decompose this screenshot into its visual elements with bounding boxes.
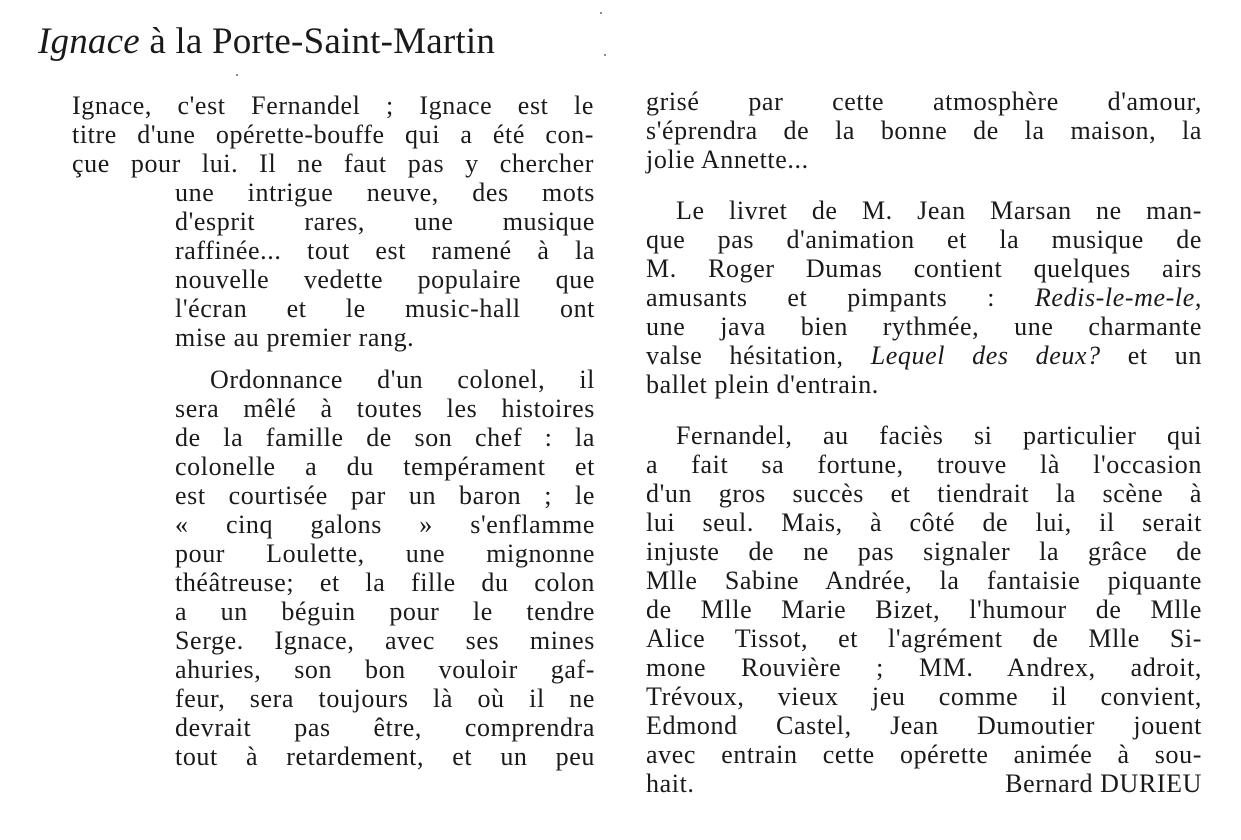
text-line: de la famille de son chef : la	[175, 423, 595, 452]
print-speck	[604, 54, 606, 56]
text-line: çue pour lui. Il ne faut pas y chercher	[72, 149, 594, 178]
text-line: titre d'une opérette-bouffe qui a été con-	[72, 120, 594, 149]
author-signature: Bernard DURIEU	[1005, 769, 1202, 798]
text-line: a un béguin pour le tendre	[175, 597, 595, 626]
text-line	[646, 342, 1202, 370]
title-italic: Ignace	[38, 21, 140, 62]
text-line: hait.	[646, 769, 695, 798]
text-line: feur, sera toujours là où il ne	[175, 684, 595, 713]
text-line: Edmond Castel, Jean Dumoutier jouent	[646, 711, 1202, 740]
text-line: raffinée... tout est ramené à la	[175, 236, 595, 265]
text-line: « cinq galons » s'enflamme	[175, 510, 595, 539]
article-title	[38, 18, 495, 66]
text-line: Ignace, c'est Fernandel ; Ignace est le	[72, 91, 594, 120]
text-line: colonelle a du tempérament et	[175, 452, 595, 481]
text-line: théâtreuse; et la fille du colon	[175, 568, 595, 597]
text-line: avec entrain cette opérette animée à sou-	[646, 740, 1202, 769]
text-line: de Mlle Marie Bizet, l'humour de Mlle	[646, 595, 1202, 624]
text-line: injuste de ne pas signaler la grâce de	[646, 537, 1202, 566]
text-line: Trévoux, vieux jeu comme il convient,	[646, 682, 1202, 711]
text-line: mise au premier rang.	[175, 323, 415, 352]
text-line: devrait pas être, comprendra	[175, 713, 595, 742]
text-line: Fernandel, au faciès si particulier qui	[676, 421, 1202, 450]
text-line: une intrigue neuve, des mots	[175, 178, 595, 207]
text-line: s'éprendra de la bonne de la maison, la	[646, 116, 1202, 145]
song-title: Lequel des deux?	[870, 341, 1101, 370]
print-speck	[236, 74, 238, 76]
text-line: Mlle Sabine Andrée, la fantaisie piquante	[646, 566, 1202, 595]
text-line: grisé par cette atmosphère d'amour,	[646, 87, 1202, 116]
text-line: a fait sa fortune, trouve là l'occasion	[646, 450, 1202, 479]
text-line: tout à retardement, et un peu	[175, 742, 595, 771]
text-line: Le livret de M. Jean Marsan ne man-	[676, 196, 1202, 225]
text-line: Serge. Ignace, avec ses mines	[175, 626, 595, 655]
text-line: ahuries, son bon vouloir gaf-	[175, 655, 595, 684]
text-line	[646, 284, 1202, 312]
text-line: M. Roger Dumas contient quelques airs	[646, 254, 1202, 283]
text-line: ballet plein d'entrain.	[646, 370, 879, 399]
text-line: Ordonnance d'un colonel, il	[210, 365, 595, 394]
text-span: et un	[1100, 341, 1202, 370]
text-line: d'esprit rares, une musique	[175, 207, 595, 236]
text-line: que pas d'animation et la musique de	[646, 225, 1202, 254]
title-rest: à la Porte-Saint-Martin	[139, 21, 496, 62]
text-line: une java bien rythmée, une charmante	[646, 312, 1202, 341]
text-line: pour Loulette, une mignonne	[175, 539, 595, 568]
text-span: valse hésitation,	[646, 341, 871, 370]
text-line: nouvelle vedette populaire que	[175, 265, 595, 294]
text-line: lui seul. Mais, à côté de lui, il serait	[646, 508, 1202, 537]
text-line: jolie Annette...	[646, 145, 809, 174]
text-line: d'un gros succès et tiendrait la scène à	[646, 479, 1202, 508]
text-line: mone Rouvière ; MM. Andrex, adroit,	[646, 653, 1202, 682]
text-line: est courtisée par un baron ; le	[175, 481, 595, 510]
text-line: l'écran et le music-hall ont	[175, 294, 595, 323]
text-line: sera mêlé à toutes les histoires	[175, 394, 595, 423]
text-span: amusants et pimpants :	[646, 283, 1035, 312]
text-line: Alice Tissot, et l'agrément de Mlle Si-	[646, 624, 1202, 653]
print-speck	[600, 12, 602, 14]
song-title: Redis-le-me-le,	[1034, 283, 1202, 312]
